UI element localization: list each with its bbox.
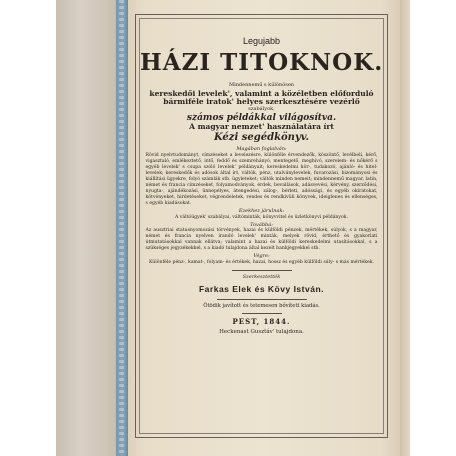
divider-2 [217, 299, 307, 300]
contents-heading-4: Végre: [253, 253, 270, 260]
subtitle: Legujabb [242, 36, 281, 46]
desc-line-4: szabályok, [248, 105, 275, 112]
contents-paragraph-3: Az ausztriai statusnyomozási törvények, hazai és külföldi pénzek, mértékek, súlyok, s a magyar, német és francia nyelven írandó levelek' minták, melyek rövid, érthető és gyakorlati útmutatásokkal vannak ellátva; valamint a hazai és külföldi kereskedelmi utasításokkal, s a szükséges jegyzékekkel, s a kiadó tulajdona által kezelt bankjegyekkel stb. [145, 228, 378, 252]
desc-line-5: számos példákkal világosítva. [186, 112, 337, 123]
desc-line-7: Kézi segédkönyv. [213, 131, 310, 143]
binding-strip [116, 0, 128, 456]
authors: Farkas Elek és Kövy István. [198, 283, 324, 294]
divider-3 [242, 313, 282, 314]
title-page-text [140, 22, 383, 335]
desc-line-1: Mindennemű s különösen [228, 81, 295, 88]
book-title: HÁZI TITOKNOK. [140, 49, 384, 77]
edited-by: Szerkesztették [242, 274, 281, 280]
contents-heading-2: Ezekhez járulnak: [238, 207, 285, 214]
imprint-place-year: PEST, 1844. [232, 317, 291, 327]
desc-line-3: bármiféle iratok' helyes szerkesztésére vezérlő [163, 97, 360, 107]
contents-paragraph-2: A váltóügyek' szabályai, váltóminták, könyvvitel és üzletkönyvi példányok. [175, 214, 348, 220]
imprint-publisher: Heckenast Gusztáv' tulajdona. [219, 328, 304, 335]
contents-paragraph-4: Különféle pénz-, kamat-, folyam- és értékek, hazai, hossz és egyéb külföldi súly- s más mértékek. [148, 260, 375, 265]
divider [232, 270, 292, 271]
contents-paragraph-1: Rövid nyelvtudományt, címzéseket a levelezésre, különféle érvendezők, köszöntő, levélbeli, kérő, vigasztaló, emlékeztető, intő, feddő és szemrehányó, mentegető, meghívó, szerelem- és nőkérő s egyéb levelek' s csupa szóló levelek' példányait; kereskedelmi kör-, tudakozó, ajánló- és hitel-levelek; kereskedők és adósok által írt, váltók, pénz, utalványlevelek, fuvarozási, bizományosi és kiállítási ügyekre, folyó számlák stb. ügyleteket; váltók minden nemeit; mindennemű magyar, latin, német és francia címzéseket, folyamodványok, érdek, bevallások, adásvevési, kérvény, szerződési, nyugta-, ajándékozási, ünnepélyes, átengedési, zálog-, bérleti, adóssági, és egyéb okiratokat, kötvényeket, hirdetéseket, végrendeletek, rendes és rendkívüli könyvek, ideiglenes és ellenséges, s egyéb kiadásokat. [145, 152, 378, 206]
contents-heading-3: Továbbá: [250, 221, 273, 228]
desc-line-2: kereskedői levelek', valamint a közéletben előforduló [149, 88, 374, 98]
desc-line-6: A magyar nemzet' használatára írt [189, 121, 334, 131]
edition-note: Ötödik javított és tetemesen bővített kiadás. [203, 302, 320, 309]
contents-heading: Magában foglalván: [236, 146, 287, 152]
page-edges [400, 0, 410, 456]
